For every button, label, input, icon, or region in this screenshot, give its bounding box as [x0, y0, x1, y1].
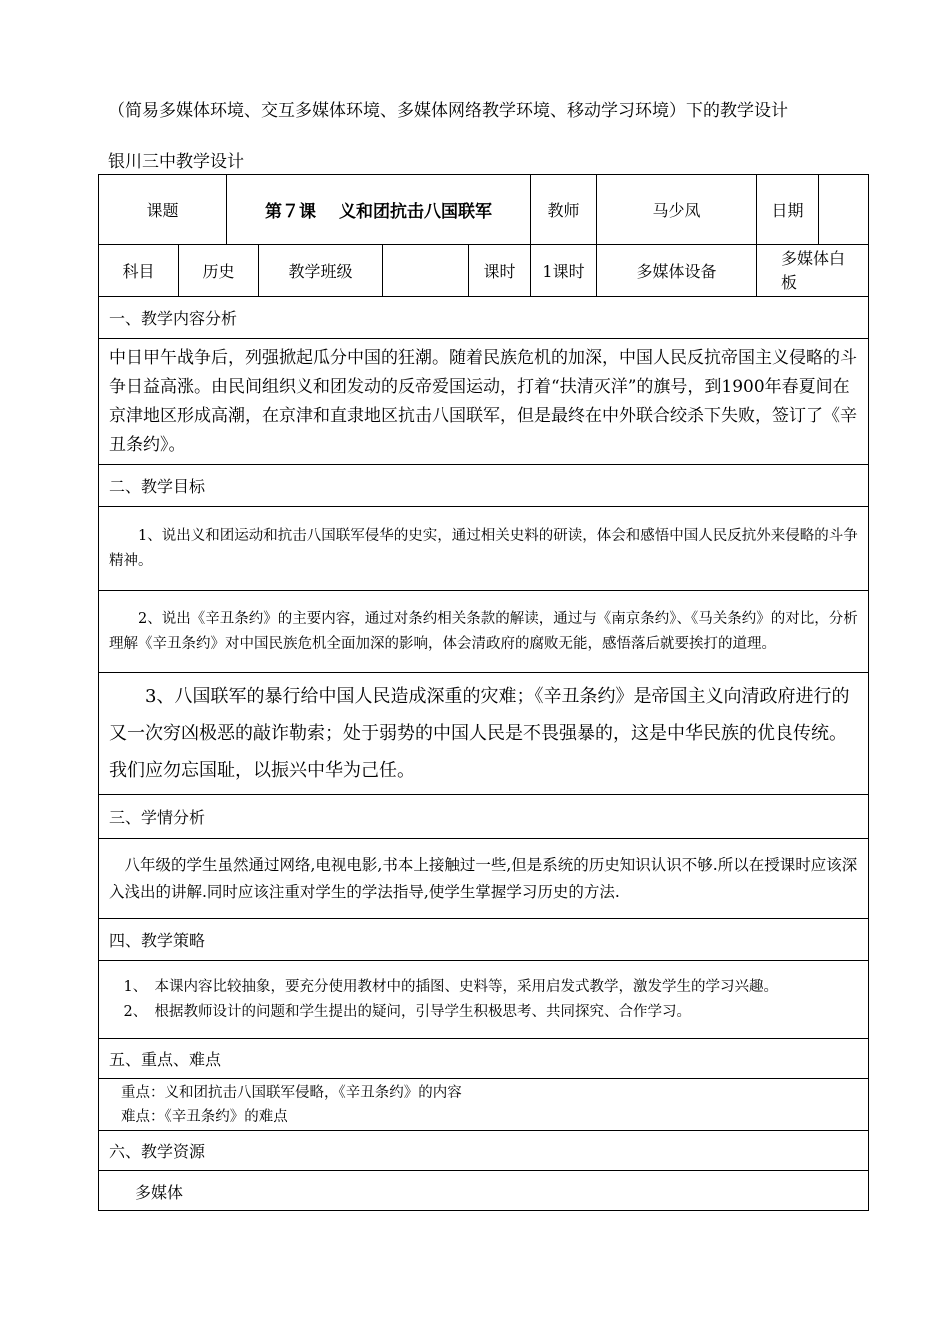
objective-1: 1、说出义和团运动和抗击八国联军侵华的史实，通过相关史料的研读，体会和感悟中国人民反抗外来侵略的斗争精神。 [98, 506, 869, 590]
key-point: 重点：义和团抗击八国联军侵略，《辛丑条约》的内容 [121, 1084, 462, 1101]
section-objectives-title: 二、教学目标 [98, 464, 869, 506]
strategy-item-1: 1、 本课内容比较抽象，要充分使用教材中的插图、史料等，采用启发式教学，激发学生的学习兴趣。 [123, 978, 778, 995]
objective-2: 2、说出《辛丑条约》的主要内容，通过对条约相关条款的解读，通过与《南京条约》、《马关条约》的对比，分析理解《辛丑条约》对中国民族危机全面加深的影响，体会清政府的腐败无能，感悟落后就要挨打的道理。 [98, 590, 869, 672]
section-key-points-title: 五、重点、难点 [98, 1038, 869, 1078]
teacher-label: 教师 [530, 174, 596, 244]
section-content-analysis-text: 中日甲午战争后，列强掀起瓜分中国的狂潮。随着民族危机的加深，中国人民反抗帝国主义侵略的斗争日益高涨。由民间组织义和团发动的反帝爱国运动，打着“扶清灭洋”的旗号，到1900年春夏间在京津地区形成高潮，在京津和直隶地区抗击八国联军，但是最终在中外联合绞杀下失败，签订了《辛丑条约》。 [98, 338, 869, 464]
teacher-name: 马少凤 [596, 174, 756, 244]
class-value [382, 244, 468, 296]
strategy-item-2: 2、 根据教师设计的问题和学生提出的疑问，引导学生积极思考、共同探究、合作学习。 [123, 1003, 691, 1020]
section-learner-analysis-title: 三、学情分析 [98, 794, 869, 838]
lesson-title: 第７课 义和团抗击八国联军 [226, 174, 530, 244]
section-resources-title: 六、教学资源 [98, 1130, 869, 1170]
equipment-label: 多媒体设备 [596, 244, 756, 296]
date-value [818, 174, 869, 244]
subject-label: 科目 [98, 244, 178, 296]
equipment-value: 多媒体白板 [756, 244, 869, 296]
section-strategy-title: 四、教学策略 [98, 918, 869, 960]
class-label: 教学班级 [258, 244, 382, 296]
objective-3: 3、八国联军的暴行给中国人民造成深重的灾难；《辛丑条约》是帝国主义向清政府进行的又一次穷凶极恶的敲诈勒索；处于弱势的中国人民是不畏强暴的，这是中华民族的优良传统。我们应勿忘国耻，以振兴中华为己任。 [98, 672, 869, 794]
difficult-point: 难点：《辛丑条约》的难点 [121, 1108, 288, 1125]
section-learner-analysis-text: 八年级的学生虽然通过网络,电视电影,书本上接触过一些,但是系统的历史知识认识不够.所以在授课时应该深入浅出的讲解.同时应该注重对学生的学法指导,使学生掌握学习历史的方法. [98, 838, 869, 918]
date-label: 日期 [756, 174, 818, 244]
section-key-points-body [98, 1078, 869, 1130]
period-label: 课时 [468, 244, 530, 296]
school-title: 银川三中教学设计 [108, 152, 244, 172]
section-resources-text: 多媒体 [98, 1170, 869, 1211]
subject-value: 历史 [178, 244, 258, 296]
section-strategy-body [98, 960, 869, 1038]
period-value: 1课时 [530, 244, 596, 296]
section-content-analysis-title: 一、教学内容分析 [98, 296, 869, 338]
topic-label: 课题 [98, 174, 226, 244]
intro-text: （简易多媒体环境、交互多媒体环境、多媒体网络教学环境、移动学习环境）下的教学设计 [108, 101, 788, 121]
